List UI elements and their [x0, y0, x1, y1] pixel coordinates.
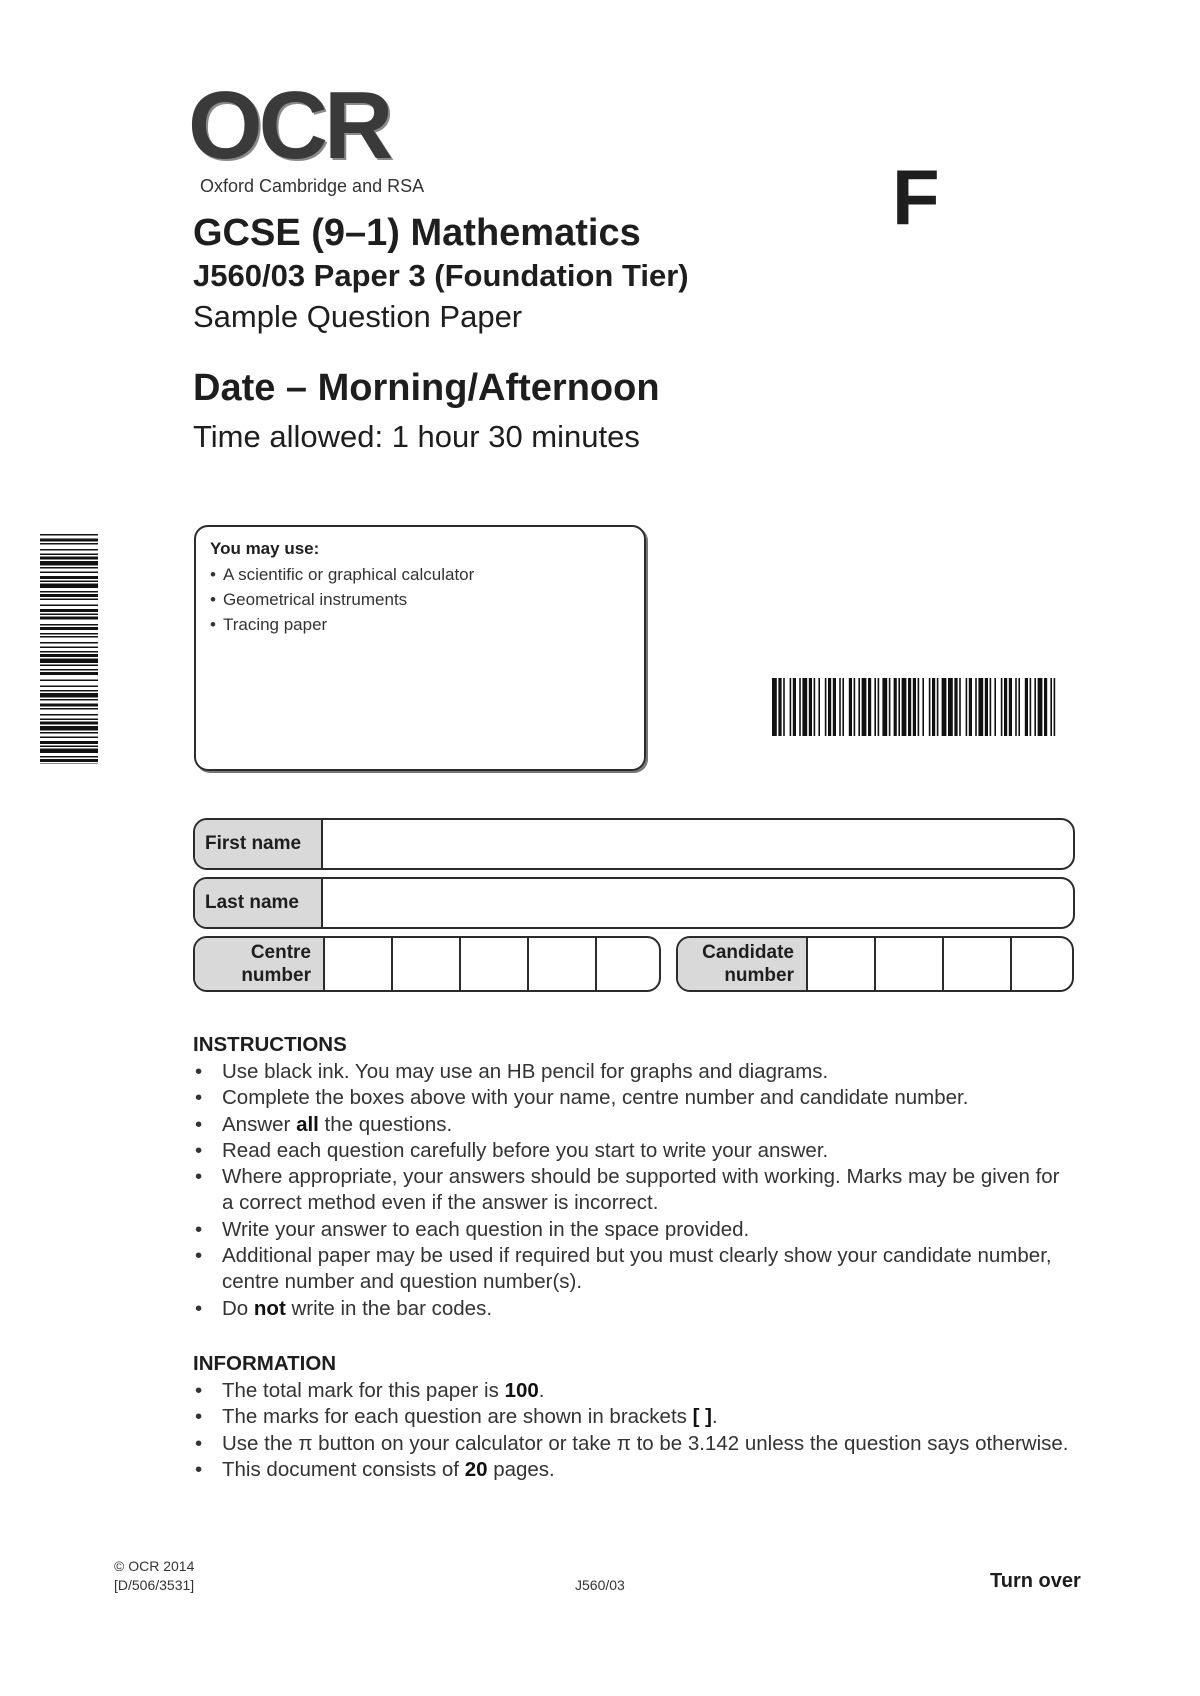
logo-subtitle: Oxford Cambridge and RSA [200, 176, 425, 196]
information-item: • The total mark for this paper is 100. [193, 1378, 1073, 1404]
centre-number-cell[interactable] [393, 938, 461, 990]
last-name-field[interactable] [323, 879, 1073, 927]
centre-number-cell[interactable] [461, 938, 529, 990]
time-allowed: Time allowed: 1 hour 30 minutes [193, 419, 640, 454]
instruction-item: • Read each question carefully before you start to write your answer. [193, 1138, 1073, 1164]
may-use-heading: You may use: [210, 539, 320, 558]
paper-kind: Sample Question Paper [193, 299, 523, 334]
may-use-item: • A scientific or graphical calculator [210, 565, 475, 584]
may-use-box [194, 525, 646, 771]
paper-code: J560/03 [575, 1577, 625, 1593]
footer-left [114, 1557, 194, 1595]
copyright: © OCR 2014 [114, 1558, 195, 1574]
may-use-item: • Tracing paper [210, 615, 328, 634]
candidate-number-row [676, 936, 1074, 992]
centre-number-cell[interactable] [325, 938, 393, 990]
centre-number-cell[interactable] [529, 938, 597, 990]
information-item: • The marks for each question are shown in brackets [ ]. [193, 1404, 1073, 1430]
instruction-item: • Where appropriate, your answers should be supported with working. Marks may be given for a correct method even if the answer is incorrect. [193, 1164, 1073, 1217]
information-item: • Use the π button on your calculator or take π to be 3.142 unless the question says otherwise. [193, 1431, 1073, 1457]
last-name-label: Last name [195, 879, 323, 927]
vertical-barcode [40, 534, 98, 764]
may-use-item: • Geometrical instruments [210, 590, 408, 609]
turn-over: Turn over [990, 1570, 1081, 1592]
instructions-section [193, 1033, 1073, 1322]
centre-number-cell[interactable] [597, 938, 659, 990]
information-section [193, 1352, 1073, 1483]
first-name-field[interactable] [323, 820, 1073, 868]
first-name-label: First name [195, 820, 323, 868]
candidate-number-cell[interactable] [1012, 938, 1072, 990]
session-title: Date – Morning/Afternoon [193, 367, 660, 409]
information-heading: INFORMATION [193, 1352, 337, 1375]
instruction-item: • Write your answer to each question in the space provided. [193, 1217, 1073, 1243]
tier-letter: F [892, 153, 940, 241]
instruction-item: • Additional paper may be used if required but you must clearly show your candidate number, centre number and question number(s). [193, 1243, 1073, 1296]
ocr-logo: OCR [188, 72, 390, 179]
candidate-number-label: Candidate number [678, 938, 808, 990]
first-name-row [193, 818, 1075, 870]
document-code: [D/506/3531] [114, 1577, 195, 1593]
instructions-heading: INSTRUCTIONS [193, 1033, 347, 1056]
paper-title: J560/03 Paper 3 (Foundation Tier) [193, 258, 689, 293]
candidate-number-cell[interactable] [876, 938, 944, 990]
instruction-item: • Use black ink. You may use an HB pencil for graphs and diagrams. [193, 1059, 1073, 1085]
centre-number-row [193, 936, 661, 992]
last-name-row [193, 877, 1075, 929]
horizontal-barcode [772, 678, 1058, 736]
centre-number-label: Centre number [195, 938, 325, 990]
information-item: • This document consists of 20 pages. [193, 1457, 1073, 1483]
subject-title: GCSE (9–1) Mathematics [193, 212, 641, 254]
instruction-item: • Do not write in the bar codes. [193, 1296, 1073, 1322]
instruction-item: • Complete the boxes above with your name, centre number and candidate number. [193, 1085, 1073, 1111]
candidate-number-cell[interactable] [944, 938, 1012, 990]
candidate-number-cell[interactable] [808, 938, 876, 990]
instruction-item: • Answer all the questions. [193, 1112, 1073, 1138]
